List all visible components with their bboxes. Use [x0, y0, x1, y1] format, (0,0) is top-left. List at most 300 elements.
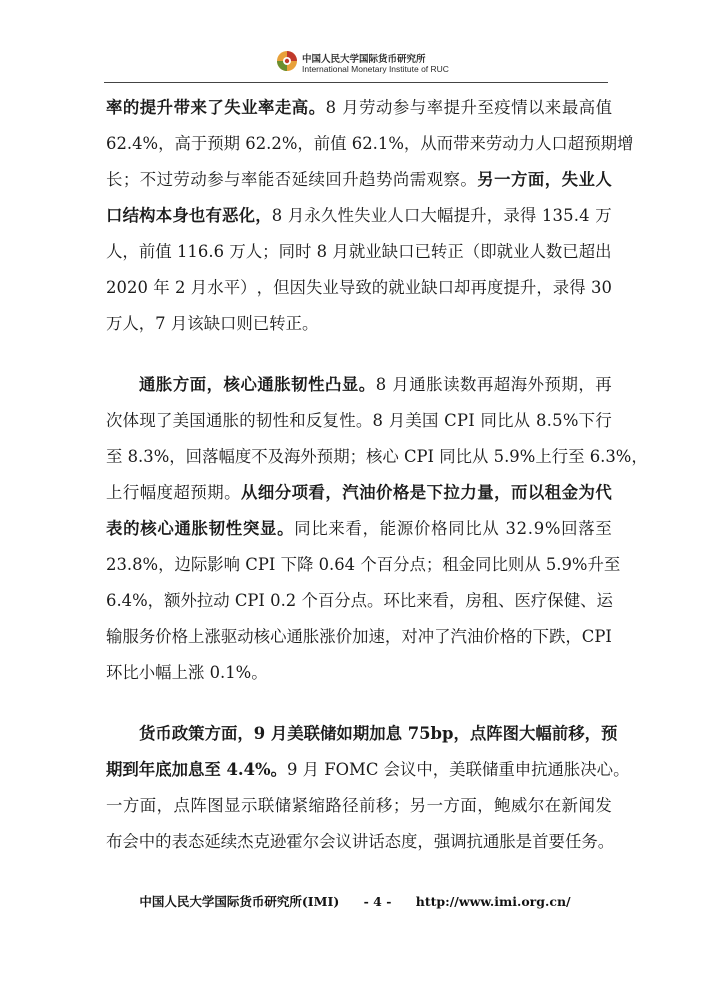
text-run: 已	[562, 242, 579, 261]
text-line	[106, 824, 615, 860]
text-run: 预	[544, 375, 561, 394]
text-run: 水	[207, 278, 224, 297]
text-run: 会	[383, 760, 400, 779]
bold-text-run: 性	[225, 519, 243, 538]
text-run: 海	[510, 375, 528, 394]
text-run: 美	[449, 760, 466, 779]
text-run: 超	[578, 242, 596, 261]
text-run: 升	[587, 555, 604, 574]
text-run: 数	[460, 375, 477, 394]
text-run: %	[142, 134, 159, 153]
text-run: 带	[453, 134, 470, 153]
text-run: 续	[308, 170, 325, 189]
text-run: ；	[425, 555, 443, 574]
bold-text-run: 策	[188, 724, 205, 743]
text-run: 金	[458, 555, 476, 574]
text-run: 数	[545, 242, 563, 261]
bold-text-run: 。	[308, 98, 326, 117]
text-run: 劳	[359, 98, 376, 117]
text-run: 申	[514, 760, 532, 779]
text-run: 态	[187, 832, 205, 851]
text-run: 威	[511, 796, 528, 815]
text-run: 大	[420, 206, 437, 225]
bold-text-run: 底	[155, 760, 172, 779]
bold-text-run: 看	[308, 483, 325, 502]
text-run: 8	[127, 447, 139, 466]
text-run: %	[519, 447, 536, 466]
text-run: 率	[426, 98, 444, 117]
text-run: 同	[475, 555, 492, 574]
text-run: 2	[362, 134, 373, 153]
text-run: 径	[342, 796, 359, 815]
text-run: 2	[116, 134, 127, 153]
text-run: 不	[139, 170, 157, 189]
text-run: 示	[241, 796, 258, 815]
text-run: 以	[528, 98, 545, 117]
text-run: 长	[106, 170, 123, 189]
text-run: %	[142, 555, 159, 574]
text-run: 3	[605, 447, 616, 466]
text-run: 尔	[302, 832, 320, 851]
text-run: 。	[355, 411, 373, 430]
text-run: 增	[616, 134, 634, 153]
text-run: 业	[365, 242, 382, 261]
text-run: 鲍	[494, 796, 511, 815]
text-run: ）	[240, 278, 257, 297]
bold-text-run: 提	[139, 98, 157, 117]
text-run: 超	[567, 134, 585, 153]
text-run: 度	[486, 278, 504, 297]
text-run	[439, 403, 444, 439]
bold-text-run: 细	[257, 483, 275, 502]
bold-text-run: 货	[139, 724, 156, 743]
bold-text-run: 价	[376, 483, 393, 502]
text-run: 劳	[173, 170, 190, 189]
text-run: 却	[454, 278, 471, 297]
text-run: 逊	[269, 832, 287, 851]
text-run: 力	[518, 134, 536, 153]
text-run: 了	[155, 411, 173, 430]
bold-text-run: 胀	[191, 519, 208, 538]
bold-text-run: 加	[171, 760, 188, 779]
bold-text-run: 阵	[486, 724, 503, 743]
text-run: ，	[138, 314, 156, 333]
text-run: 来	[544, 98, 562, 117]
text-run: 汽	[450, 627, 467, 646]
text-run: 来	[416, 591, 433, 610]
bold-text-run: 失	[224, 98, 241, 117]
text-run: 率	[241, 170, 258, 189]
text-run: 面	[460, 796, 477, 815]
text-run: ，	[477, 796, 494, 815]
text-run: ，	[297, 134, 314, 153]
text-run: %	[388, 134, 404, 153]
bold-text-run: ，	[544, 170, 562, 189]
bold-text-run: 率	[106, 98, 123, 117]
text-run: 前	[313, 134, 331, 153]
bold-text-run: 息	[187, 760, 205, 779]
bold-text-run: 本	[155, 206, 173, 225]
text-run: P	[416, 447, 428, 466]
text-line	[106, 716, 618, 752]
bold-text-run: 大	[519, 724, 536, 743]
text-run: 期	[600, 134, 617, 153]
text-run: 0	[270, 591, 281, 610]
text-run: 上	[535, 447, 552, 466]
text-run: 即	[480, 242, 497, 261]
text-run: 8	[132, 555, 143, 574]
text-run: 至	[477, 98, 494, 117]
text-run: 阵	[190, 796, 207, 815]
text-run: 至	[106, 447, 123, 466]
text-run: 影	[207, 555, 224, 574]
imi-logo-icon	[276, 50, 298, 72]
text-run: 超	[173, 483, 190, 502]
text-run: 导	[338, 278, 356, 297]
bold-text-run: 如	[336, 724, 353, 743]
text-run: 势	[376, 170, 393, 189]
text-run: 1	[225, 663, 236, 682]
text-run: .	[600, 447, 606, 466]
text-run: 方	[443, 796, 460, 815]
text-run: 9	[533, 519, 545, 538]
bold-text-run: 心	[157, 519, 174, 538]
text-run: 回	[561, 519, 578, 538]
text-line	[106, 439, 648, 475]
text-run: 态	[384, 832, 402, 851]
text-run: 口	[403, 206, 421, 225]
text-run: 月	[392, 375, 409, 394]
text-run: 升	[470, 206, 487, 225]
text-run: 3	[590, 278, 602, 297]
text-run: 预	[190, 483, 207, 502]
bold-text-run: 显	[341, 375, 359, 394]
text-run: 议	[399, 760, 417, 779]
bold-text-run: 心	[240, 375, 257, 394]
text-run: 拉	[196, 591, 214, 610]
bold-text-run: 分	[274, 483, 292, 502]
bold-text-run: b	[430, 724, 442, 743]
text-run: 来	[328, 519, 345, 538]
text-run: 值	[155, 242, 172, 261]
bold-text-run: 美	[287, 724, 304, 743]
text-run: 参	[207, 170, 224, 189]
bold-text-run: 力	[460, 483, 477, 502]
text-run: 与	[224, 170, 241, 189]
text-run: .	[208, 242, 214, 261]
bold-text-run: 幅	[535, 724, 552, 743]
text-run: 口	[551, 134, 568, 153]
text-run: 、	[580, 591, 597, 610]
text-run: ，	[578, 375, 595, 394]
text-run: 读	[443, 375, 460, 394]
text-run: I	[468, 411, 475, 430]
text-run: 一	[426, 796, 444, 815]
text-run: 提	[503, 278, 520, 297]
text-run: 转	[430, 242, 448, 261]
text-run: 5	[493, 447, 505, 466]
text-run: 月	[170, 314, 188, 333]
text-run: 能	[379, 519, 397, 538]
text-run: 趋	[359, 170, 376, 189]
bold-text-run: 图	[502, 724, 520, 743]
text-run: 5	[563, 206, 574, 225]
text-run: 布	[106, 832, 123, 851]
text-run: ，	[565, 627, 582, 646]
text-run: 性	[337, 206, 354, 225]
text-run: 议	[335, 832, 352, 851]
text-run: 性	[339, 411, 356, 430]
bold-text-run: ，	[453, 724, 470, 743]
text-run: 心	[596, 760, 614, 779]
footer-org: 中国人民大学国际货币研究所(IMI)	[139, 894, 340, 909]
text-run: C	[234, 591, 248, 610]
bold-text-run: 5	[419, 724, 431, 743]
bold-text-run: 前	[551, 724, 569, 743]
text-run: 格	[171, 627, 189, 646]
text-run: 情	[511, 98, 528, 117]
text-run: 外	[527, 375, 545, 394]
text-run: I	[605, 627, 612, 646]
text-run: ；	[349, 447, 366, 466]
bold-text-run: 。	[270, 760, 287, 779]
text-run: ，	[256, 278, 273, 297]
text-run: .	[556, 555, 562, 574]
text-line	[106, 547, 621, 583]
bold-text-run: 一	[494, 170, 511, 189]
text-run: 动	[237, 627, 254, 646]
text-run: 抗	[531, 760, 548, 779]
text-run: 2	[106, 278, 117, 297]
bold-text-run: 拉	[443, 483, 460, 502]
text-run: 紧	[291, 796, 309, 815]
text-run: 6	[589, 447, 601, 466]
text-run: 务	[581, 832, 598, 851]
text-run: 。	[367, 591, 384, 610]
bold-text-run: 高	[291, 98, 309, 117]
bold-text-run: 至	[204, 760, 221, 779]
text-run: 失	[305, 278, 323, 297]
bold-text-run: 7	[407, 724, 420, 743]
bold-text-run: 方	[204, 724, 221, 743]
text-run: 业	[404, 278, 422, 297]
text-run: ；	[122, 170, 140, 189]
text-run: 劳	[485, 134, 503, 153]
bold-text-run: ，	[255, 206, 272, 225]
text-run: 0	[601, 278, 612, 297]
text-run: 方	[122, 796, 140, 815]
text-run: I	[268, 555, 276, 574]
text-run: 再	[595, 375, 612, 394]
text-run: 及	[267, 447, 285, 466]
text-run: 环	[383, 591, 400, 610]
text-run	[383, 403, 388, 439]
text-run: 同	[294, 519, 311, 538]
text-run: 期	[333, 447, 350, 466]
bold-text-run: 预	[600, 724, 618, 743]
text-run: 海	[284, 447, 301, 466]
text-run: 该	[187, 314, 204, 333]
text-run: 发	[595, 796, 612, 815]
bold-text-run: ，	[325, 483, 342, 502]
text-line	[106, 788, 612, 824]
text-run: ，	[384, 627, 402, 646]
text-run: 服	[122, 627, 139, 646]
page-footer	[0, 892, 710, 910]
bold-text-run: 韧	[208, 519, 226, 538]
paragraph	[106, 367, 648, 691]
text-run: 平	[223, 278, 241, 297]
text-run: 升	[519, 278, 537, 297]
text-run: 格	[499, 627, 517, 646]
text-run: 就	[348, 242, 366, 261]
text-run: ，	[536, 278, 553, 297]
text-run: 3	[552, 206, 563, 225]
text-run: 加	[352, 627, 369, 646]
text-run: F	[324, 760, 336, 779]
text-run: 会	[319, 832, 336, 851]
bold-text-run: 失	[561, 170, 579, 189]
text-run: C	[403, 447, 417, 466]
bold-text-run: 。	[358, 375, 376, 394]
text-run: 在	[544, 796, 562, 815]
text-run: 图	[207, 796, 224, 815]
bold-text-run: 政	[171, 724, 189, 743]
bold-text-run: 另	[477, 170, 494, 189]
text-run: 克	[253, 832, 270, 851]
text-run: 6	[106, 134, 117, 153]
bold-text-run: 为	[578, 483, 595, 502]
text-run: 口	[220, 314, 237, 333]
text-run: 缺	[421, 278, 438, 297]
text-run: 表	[171, 832, 188, 851]
text-line	[106, 752, 630, 788]
text-run: 动	[376, 98, 393, 117]
text-run: ，	[158, 134, 175, 153]
bold-text-run: 韧	[291, 375, 308, 394]
bold-text-run: 9	[253, 724, 266, 743]
text-run: 6	[351, 134, 363, 153]
text-run: %	[153, 447, 170, 466]
text-run: 1	[377, 134, 389, 153]
text-run: 6	[106, 591, 117, 610]
text-run: 上	[106, 483, 123, 502]
bold-text-run: 化	[238, 206, 256, 225]
text-line	[106, 367, 612, 403]
text-run: 比	[497, 411, 514, 430]
bold-text-run: 凸	[324, 375, 342, 394]
text-run: （	[463, 242, 481, 261]
text-run: 的	[155, 832, 172, 851]
bold-text-run: ，	[494, 483, 511, 502]
text-run	[475, 403, 480, 439]
text-run: 上	[188, 627, 205, 646]
text-run: 于	[190, 134, 208, 153]
text-run: 期	[561, 375, 578, 394]
text-run: 额	[164, 591, 181, 610]
text-run: 延	[291, 170, 309, 189]
text-run: 动	[190, 170, 207, 189]
text-run: 人	[387, 206, 404, 225]
bold-text-run: 胀	[155, 375, 173, 394]
text-run: 看	[432, 591, 449, 610]
text-run: 回	[185, 447, 203, 466]
text-run: 月	[190, 278, 208, 297]
text-run: 通	[482, 832, 500, 851]
text-run: 边	[174, 555, 191, 574]
text-run: 显	[224, 796, 241, 815]
text-run: 5	[552, 411, 563, 430]
text-run: 期	[223, 134, 241, 153]
text-line	[106, 126, 634, 162]
bold-text-run: 的	[122, 98, 140, 117]
text-run: .	[126, 555, 133, 574]
text-run: 而	[436, 134, 454, 153]
text-run: 缩	[308, 796, 325, 815]
text-run: 价	[413, 519, 431, 538]
text-run: P	[594, 627, 606, 646]
text-run: 9	[286, 760, 298, 779]
text-run: 个	[360, 555, 377, 574]
footer-url: http://www.imi.org.cn/	[415, 894, 571, 909]
text-run: 4	[121, 591, 133, 610]
bold-text-run: 带	[173, 98, 190, 117]
text-run: 幅	[437, 206, 454, 225]
bold-text-run: 金	[561, 483, 579, 502]
paragraph	[106, 716, 630, 860]
text-run: 同	[439, 447, 456, 466]
text-run: 得	[519, 206, 537, 225]
bold-text-run: 从	[241, 483, 258, 502]
bold-text-run: 核	[223, 375, 240, 394]
text-run: 6	[197, 242, 209, 261]
text-run: 胀	[563, 760, 581, 779]
bold-text-run: 方	[172, 375, 190, 394]
text-run: 时	[295, 242, 312, 261]
text-run: ，	[417, 832, 434, 851]
text-run: 下	[280, 555, 297, 574]
text-run: 正	[285, 314, 302, 333]
bold-text-run: 身	[172, 206, 189, 225]
bold-text-run: .	[237, 760, 244, 779]
bold-text-run: 也	[188, 206, 206, 225]
text-run: 缺	[203, 314, 220, 333]
bold-text-run: 月	[270, 724, 288, 743]
text-run: .	[329, 555, 335, 574]
text-run: ，	[156, 796, 174, 815]
text-run: 行	[122, 483, 140, 502]
text-run: 因	[289, 278, 306, 297]
bold-text-run: 到	[122, 760, 139, 779]
text-run: 次	[106, 411, 123, 430]
text-run: 4	[579, 206, 590, 225]
text-run: 下	[532, 627, 549, 646]
text-run: 另	[409, 796, 427, 815]
text-run: 从	[472, 447, 489, 466]
text-line	[106, 90, 612, 126]
text-run: 7	[155, 314, 166, 333]
bold-text-run: 期	[352, 724, 370, 743]
text-run: 务	[138, 627, 156, 646]
text-run: 6	[245, 134, 256, 153]
text-run: 参	[392, 98, 410, 117]
bold-text-run: 通	[174, 519, 191, 538]
text-run: 价	[335, 627, 353, 646]
text-run: 际	[190, 555, 208, 574]
bold-text-run: p	[441, 724, 454, 743]
bold-text-run: 胀	[274, 375, 291, 394]
text-run: 话	[368, 832, 385, 851]
